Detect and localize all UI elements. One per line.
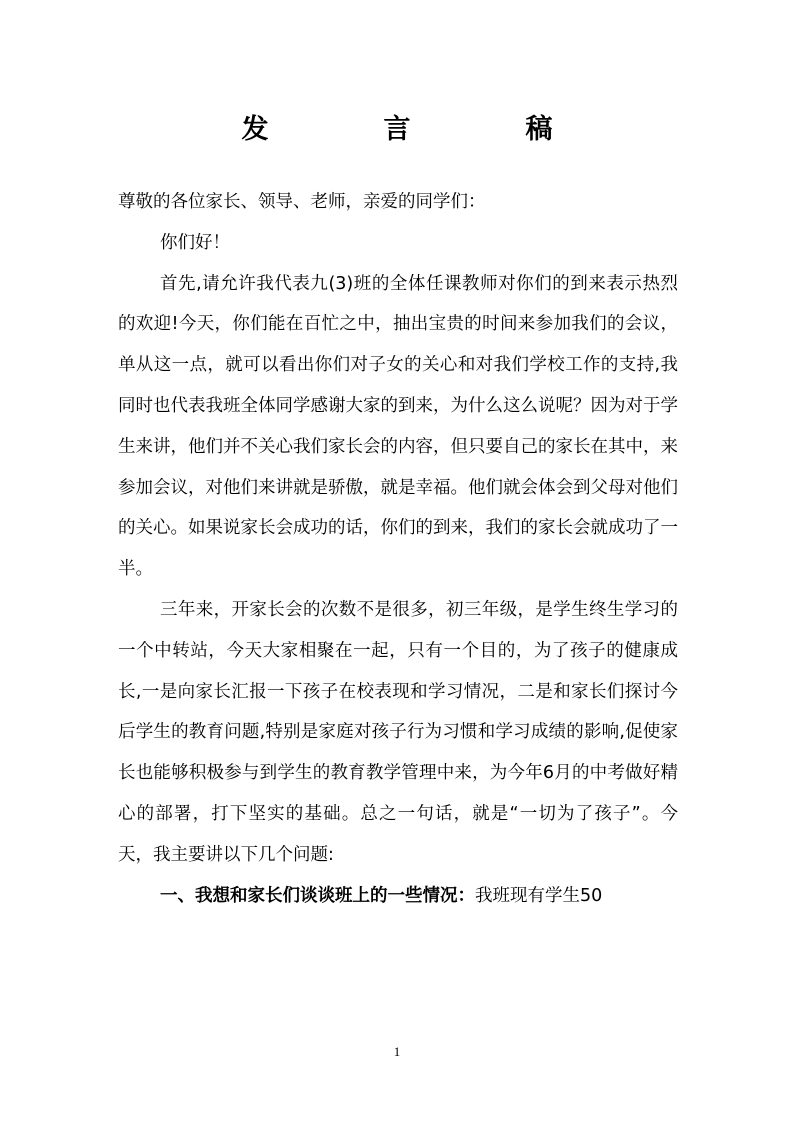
section-one [118, 876, 678, 917]
greeting: 你们好！ [160, 232, 230, 253]
paragraph-welcome: 首先,请允许我代表九(3)班的全体任课教师对你们的到来表示热烈的欢迎!今天，你们能在百忙之中，抽出宝贵的时间来参加我们的会议，单从这一点，就可以看出你们对子女的关心和对我们学校工作的支持,我同时也代表我班全体同学感谢大家的到来，为什么这么说呢？因为对于学生来讲，他们并不关心我们家长会的内容，但只要自己的家长在其中，来参加会议，对他们来讲就是骄傲，就是幸福。他们就会体会到父母对他们的关心。如果说家长会成功的话，你们的到来，我们的家长会就成功了一半。 [118, 273, 678, 580]
salutation: 尊敬的各位家长、领导、老师，亲爱的同学们： [118, 192, 486, 212]
document-title: 发 言 稿 [241, 114, 597, 145]
paragraph-purpose: 三年来，开家长会的次数不是很多，初三年级，是学生终生学习的一个中转站，今天大家相聚在一起，只有一个目的，为了孩子的健康成长,一是向家长汇报一下孩子在校表现和学习情况，二是和家长们探讨今后学生的教育问题,特别是家庭对孩子行为习惯和学习成绩的影响,促使家长也能够积极参与到学生的教育教学管理中来，为今年6月的中考做好精心的部署，打下坚实的基础。总之一句话，就是“一切为了孩子”。今天，我主要讲以下几个问题: [118, 599, 678, 865]
document-body [118, 182, 678, 916]
page-number: 1 [393, 1044, 401, 1059]
section-one-text: 我班现有学生50 [475, 885, 603, 906]
section-one-heading: 一、我想和家长们谈谈班上的一些情况： [160, 885, 475, 906]
